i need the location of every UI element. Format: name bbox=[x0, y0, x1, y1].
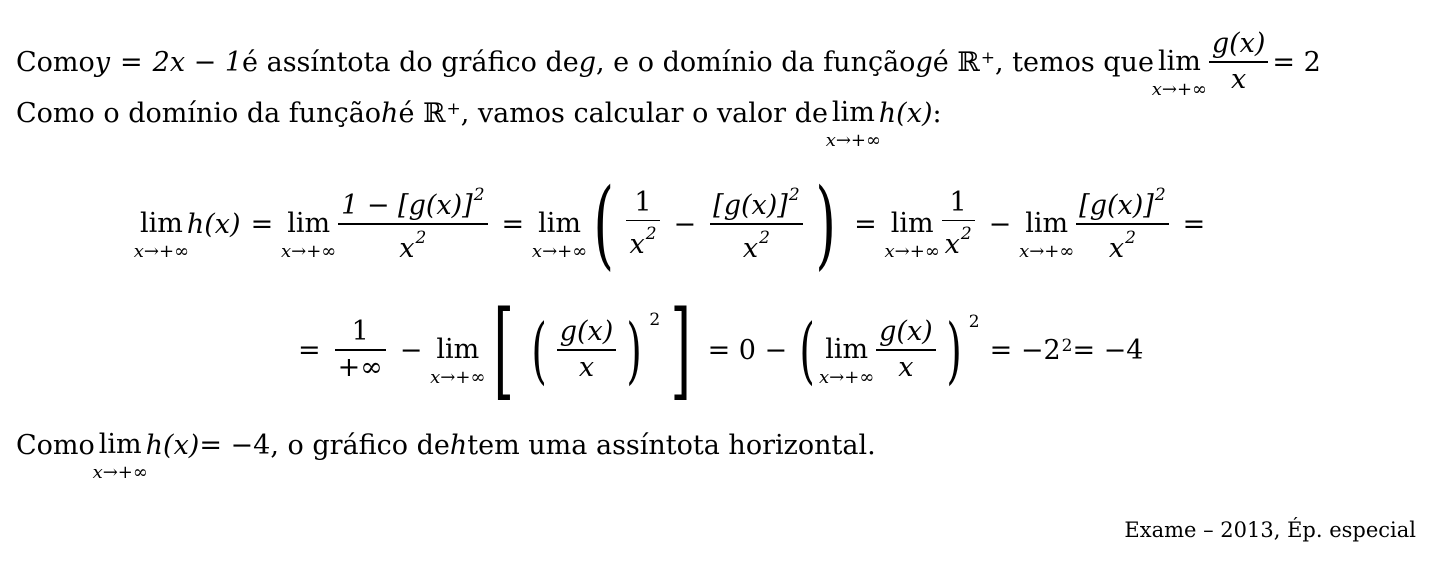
denominator-text: x bbox=[944, 229, 960, 261]
lim-subscript: x→+∞ bbox=[430, 367, 486, 388]
statement-line-2 bbox=[16, 96, 942, 151]
superscript: + bbox=[446, 99, 461, 119]
denominator-text: x bbox=[629, 229, 645, 261]
numerator-text: 1 − [g(x)] bbox=[341, 190, 473, 222]
lim-word: lim bbox=[831, 97, 875, 128]
fraction bbox=[1076, 182, 1168, 266]
limit-operator bbox=[531, 208, 588, 262]
limit-operator bbox=[92, 429, 148, 483]
lim-subscript: x→+∞ bbox=[92, 462, 148, 483]
fraction-numerator: 1 bbox=[949, 186, 967, 218]
limit-operator bbox=[133, 208, 190, 262]
lim-subscript: x→+∞ bbox=[531, 241, 588, 262]
fraction-denominator: +∞ bbox=[337, 351, 383, 383]
lim-word: lim bbox=[1157, 46, 1201, 77]
math-var: h bbox=[381, 97, 399, 129]
math-var: g bbox=[915, 46, 933, 78]
lim-subscript: x→+∞ bbox=[1151, 79, 1208, 100]
math-op: − bbox=[673, 208, 697, 240]
conclusion-line bbox=[16, 428, 876, 483]
exponent: 2 bbox=[1154, 185, 1166, 206]
lim-word: lim bbox=[1025, 208, 1069, 239]
lim-word: lim bbox=[98, 429, 142, 460]
exponent: 2 bbox=[645, 224, 657, 245]
exponent: 2 bbox=[759, 227, 770, 248]
fraction-denominator: x bbox=[898, 351, 914, 383]
limit-operator bbox=[825, 97, 882, 151]
fraction bbox=[710, 182, 802, 266]
text: : bbox=[932, 97, 942, 129]
left-paren: ( bbox=[593, 168, 615, 280]
math-op: = bbox=[298, 334, 321, 366]
math-op: = bbox=[501, 208, 525, 240]
math-op: − bbox=[399, 334, 423, 366]
exponent: 2 bbox=[960, 224, 972, 245]
lim-subscript: x→+∞ bbox=[133, 241, 190, 262]
statement-line-1 bbox=[16, 28, 1321, 100]
lim-word: lim bbox=[140, 208, 183, 239]
lim-word: lim bbox=[825, 334, 869, 365]
numerator-text: [g(x)] bbox=[713, 190, 788, 222]
math-function: h(x) bbox=[145, 429, 200, 461]
math-op: = bbox=[1182, 208, 1206, 240]
fraction-denominator bbox=[396, 225, 429, 266]
exponent: 2 bbox=[1125, 227, 1136, 248]
equation-row-2 bbox=[288, 288, 1144, 411]
limit-operator bbox=[430, 334, 486, 388]
fraction-numerator bbox=[338, 182, 487, 223]
right-paren: ) bbox=[626, 308, 643, 392]
lim-word: lim bbox=[436, 334, 480, 365]
fraction bbox=[1209, 27, 1269, 97]
math-function: h(x) bbox=[186, 208, 241, 240]
lim-word: lim bbox=[890, 208, 934, 239]
text: , vamos calcular o valor de bbox=[460, 97, 828, 129]
left-paren: ( bbox=[799, 308, 815, 392]
fraction bbox=[338, 182, 487, 266]
text: , temos que bbox=[994, 46, 1154, 78]
fraction-numerator bbox=[710, 182, 802, 223]
exponent: 2 bbox=[415, 227, 427, 248]
denominator-text: x bbox=[399, 232, 415, 264]
lim-subscript: x→+∞ bbox=[819, 367, 875, 388]
fraction-numerator: g(x) bbox=[879, 316, 933, 348]
text: , e o domínio da função bbox=[596, 46, 916, 78]
math-var: y bbox=[94, 46, 111, 78]
fraction-denominator bbox=[740, 225, 773, 266]
text: é ℝ bbox=[398, 97, 446, 129]
denominator-text: x bbox=[742, 232, 759, 264]
right-paren: ) bbox=[815, 168, 836, 280]
limit-operator bbox=[884, 208, 940, 262]
text: é assíntota do gráfico de bbox=[242, 46, 579, 78]
fraction-denominator: x bbox=[578, 351, 595, 383]
exponent: 2 bbox=[968, 312, 980, 332]
right-bracket: ] bbox=[670, 288, 692, 411]
math-op: = bbox=[250, 208, 274, 240]
math-result: = 0 − bbox=[707, 334, 788, 366]
left-bracket: [ bbox=[493, 288, 515, 411]
lim-word: lim bbox=[538, 208, 582, 239]
math-op: = bbox=[120, 46, 143, 78]
fraction bbox=[942, 186, 975, 263]
fraction-denominator bbox=[1106, 225, 1139, 266]
right-paren: ) bbox=[946, 308, 962, 392]
text: tem uma assíntota horizontal. bbox=[467, 429, 876, 461]
limit-operator bbox=[1151, 46, 1208, 100]
fraction-denominator: x bbox=[1230, 63, 1247, 95]
fraction-denominator bbox=[626, 221, 659, 262]
math-result: = 2 bbox=[1272, 46, 1321, 78]
fraction bbox=[626, 186, 659, 263]
math-var: g bbox=[578, 46, 597, 78]
lim-subscript: x→+∞ bbox=[1019, 241, 1075, 262]
text: Como bbox=[16, 46, 95, 78]
lim-subscript: x→+∞ bbox=[280, 241, 337, 262]
equation-row-1 bbox=[133, 168, 1215, 280]
numerator-text: [g(x)] bbox=[1079, 190, 1154, 222]
math-op: − bbox=[988, 208, 1012, 240]
exponent: 2 bbox=[649, 310, 661, 330]
fraction-numerator: g(x) bbox=[1211, 28, 1266, 60]
limit-operator bbox=[819, 334, 875, 388]
text: Como bbox=[16, 429, 95, 461]
exponent: 2 bbox=[473, 185, 485, 206]
limit-operator bbox=[1019, 208, 1075, 262]
fraction-numerator: 1 bbox=[351, 316, 369, 348]
denominator-text: x bbox=[1108, 232, 1125, 264]
fraction bbox=[876, 315, 936, 385]
fraction-numerator bbox=[1076, 182, 1168, 223]
math-result: = −4 bbox=[1072, 334, 1144, 366]
limit-operator bbox=[280, 208, 337, 262]
lim-subscript: x→+∞ bbox=[825, 130, 882, 151]
math-result: = −2 bbox=[989, 334, 1061, 366]
math-result: = −4 bbox=[199, 429, 271, 461]
fraction-numerator: g(x) bbox=[559, 316, 614, 348]
fraction-numerator: 1 bbox=[634, 186, 652, 218]
exponent: 2 bbox=[1061, 336, 1073, 356]
lim-word: lim bbox=[287, 208, 331, 239]
exponent: 2 bbox=[788, 185, 800, 206]
fraction bbox=[557, 315, 617, 385]
superscript: + bbox=[980, 48, 995, 68]
math-var: h bbox=[449, 429, 468, 461]
fraction bbox=[335, 315, 386, 385]
lim-subscript: x→+∞ bbox=[884, 241, 940, 262]
math-function: h(x) bbox=[878, 97, 933, 129]
fraction-denominator bbox=[942, 221, 975, 262]
left-paren: ( bbox=[530, 308, 547, 392]
text: , o gráfico de bbox=[270, 429, 450, 461]
text: é ℝ bbox=[932, 46, 980, 78]
source-citation: Exame – 2013, Ép. especial bbox=[1124, 518, 1416, 542]
text: Como o domínio da função bbox=[16, 97, 382, 129]
math-op: = bbox=[854, 208, 877, 240]
math-expr: 2x − 1 bbox=[152, 46, 243, 78]
